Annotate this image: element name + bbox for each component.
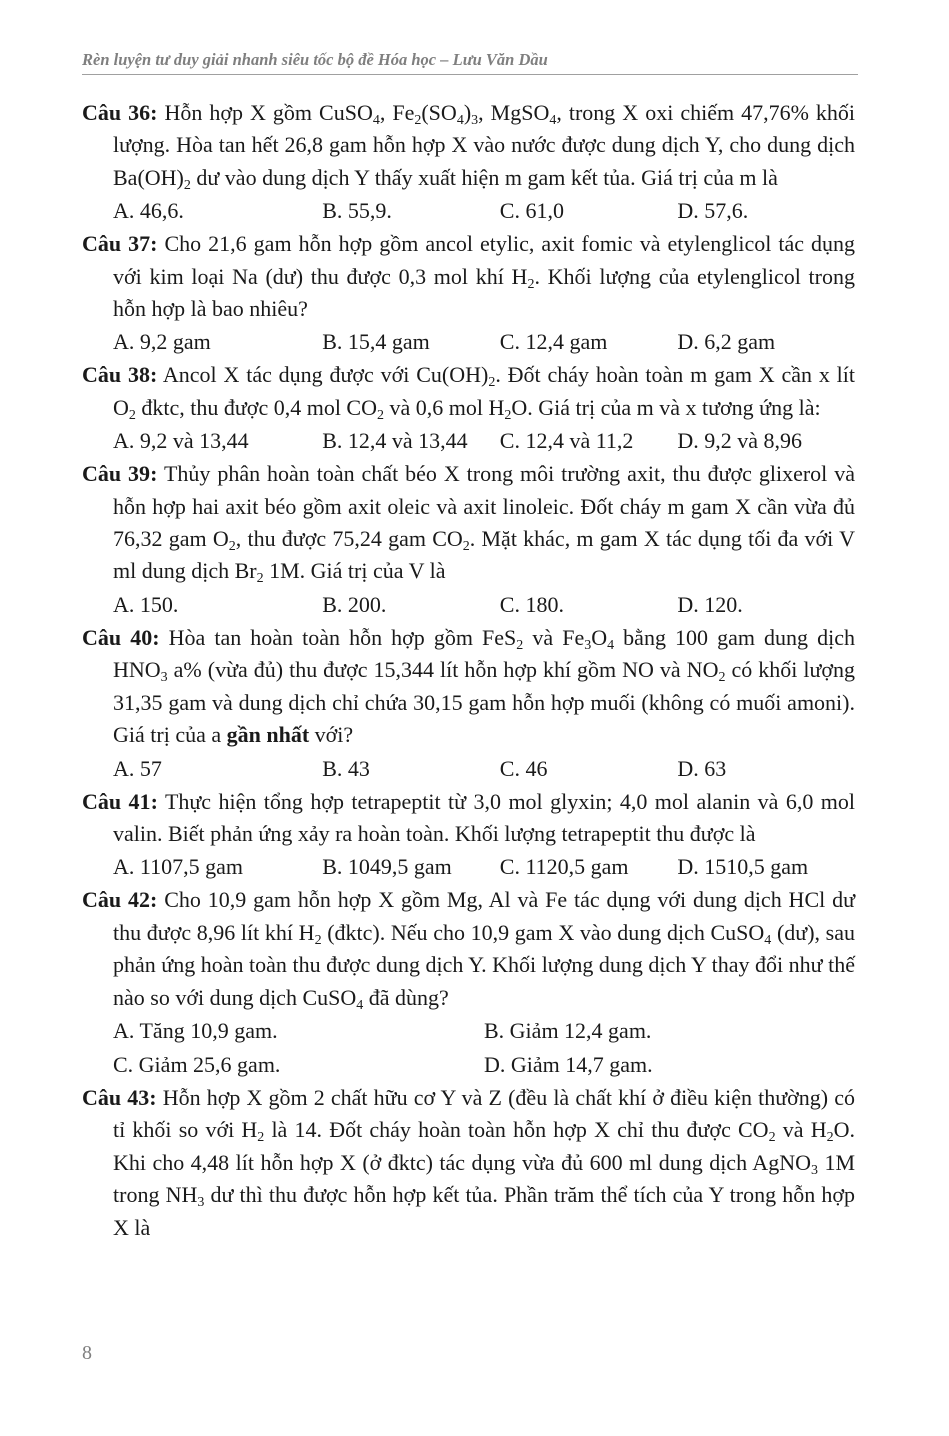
answer-option: A. 9,2 gam (113, 329, 211, 355)
question-41-text: Câu 41: Thực hiện tổng hợp tetrapeptit từ 3,0 mol glyxin; 4,0 mol alanin và 6,0 mol valin. Biết phản ứng xảy ra hoàn toàn. Khối lượng tetrapeptit thu được là (82, 788, 856, 846)
question-37-text: Câu 37: Cho 21,6 gam hỗn hợp gồm ancol etylic, axit fomic và etylenglicol tác dụng với kim loại Na (dư) thu được 0,3 mol khí $H_2$. Khối lượng của etylenglicol trong hỗn hợp là bao nhiêu? (82, 231, 856, 322)
question-39-label: Câu 39: (82, 461, 158, 487)
answer-option: B. 15,4 gam (322, 329, 430, 355)
question-37-label: Câu 37: (82, 231, 158, 257)
answer-option: D. 63 (677, 755, 727, 781)
answer-option: C. 61,0 (499, 198, 564, 224)
answer-option: D. Giảm 14,7 gam. (484, 1051, 653, 1077)
question-list (82, 97, 855, 1244)
question-40 (82, 622, 855, 786)
answer-option: C. 180. (499, 591, 564, 617)
answer-option: D. 1510,5 gam (677, 854, 809, 880)
question-43-label: Câu 43: (82, 1084, 157, 1110)
answer-option: D. 120. (677, 591, 743, 617)
question-37-answers (82, 325, 855, 359)
answer-option: B. 43 (322, 755, 370, 781)
question-41 (82, 786, 855, 885)
answer-option: C. Giảm 25,6 gam. (113, 1051, 281, 1077)
question-37 (82, 228, 855, 359)
question-38-answers (82, 424, 855, 458)
question-42-text: Câu 42: Cho 10,9 gam hỗn hợp X gồm Mg, Al và Fe tác dụng với dung dịch HCl dư thu được 8,96 lít khí $H_2$ (đktc). Nếu cho 10,9 gam X vào dung dịch CuSO$_4$ (dư), sau phản ứng hoàn toàn thu được dung dịch Y. Khối lượng dung dịch Y thay đổi như thế nào so với dung dịch CuSO$_4$ đã dùng? (82, 887, 856, 1013)
question-38 (82, 359, 855, 458)
question-36-text: Câu 36: Hỗn hợp X gồm CuSO$_4$, $Fe_2(SO_4)_3$, MgSO$_4$, trong X oxi chiếm 47,76% khối lượng. Hòa tan hết 26,8 gam hỗn hợp X vào nước được dung dịch Y, cho dung dịch $Ba(OH)_2$ dư vào dung dịch Y thấy xuất hiện m gam kết tủa. Giá trị của m là (82, 100, 856, 193)
question-39-text: Câu 39: Thủy phân hoàn toàn chất béo X trong môi trường axit, thu được glixerol và hỗn hợp hai axit béo gồm axit oleic và axit linoleic. Đốt cháy m gam X cần vừa đủ 76,32 gam $O_2$, thu được 75,24 gam $CO_2$. Mặt khác, m gam X tác dụng tối đa với V ml dung dịch $Br_2$ 1M. Giá trị của V là (82, 461, 856, 587)
question-40-answers (82, 752, 855, 786)
answer-option: D. 6,2 gam (677, 329, 776, 355)
question-43-text: Câu 43: Hỗn hợp X gồm 2 chất hữu cơ Y và Z (đều là chất khí ở điều kiện thường) có tỉ khối so với $H_2$ là 14. Đốt cháy hoàn toàn hỗn hợp X chỉ thu được $CO_2$ và $H_2O$. Khi cho 4,48 lít hỗn hợp X (ở đktc) tác dụng vừa đủ 600 ml dung dịch AgNO$_3$ 1M trong $NH_3$ dư thì thu được hỗn hợp kết tủa. Phần trăm thể tích của Y trong hỗn hợp X là (82, 1084, 856, 1240)
question-42-answers-row-1 (82, 1014, 855, 1048)
answer-option: C. 12,4 gam (499, 329, 608, 355)
header-divider (82, 74, 858, 75)
question-36-label: Câu 36: (82, 100, 158, 125)
answer-option: A. 46,6. (113, 198, 184, 224)
answer-option: A. 1107,5 gam (113, 854, 243, 880)
answer-option: B. Giảm 12,4 gam. (484, 1017, 652, 1043)
answer-option: D. 57,6. (677, 198, 749, 224)
answer-option: A. 150. (113, 591, 179, 617)
answer-option: B. 12,4 và 13,44 (322, 428, 468, 454)
question-42-answers-row-2 (82, 1048, 855, 1082)
answer-option: A. 9,2 và 13,44 (113, 428, 249, 454)
running-header: Rèn luyện tư duy giải nhanh siêu tốc bộ đề Hóa học – Lưu Văn Dầu (82, 50, 548, 69)
question-38-text: Câu 38: Ancol X tác dụng được với $Cu(OH)_2$. Đốt cháy hoàn toàn m gam X cần x lít $O_2$ đktc, thu được 0,4 mol $CO_2$ và 0,6 mol $H_2O$. Giá trị của m và x tương ứng là: (82, 362, 855, 423)
answer-option: D. 9,2 và 8,96 (677, 428, 803, 454)
question-36 (82, 97, 855, 228)
question-41-label: Câu 41: (82, 788, 158, 814)
page-number: 8 (82, 1342, 92, 1364)
question-39-answers (82, 588, 855, 622)
question-36-answers (82, 194, 855, 228)
answer-option: B. 200. (322, 591, 387, 617)
answer-option: C. 12,4 và 11,2 (499, 428, 634, 454)
answer-option: A. 57 (113, 755, 162, 781)
question-42-label: Câu 42: (82, 887, 158, 913)
question-42 (82, 884, 855, 1082)
question-41-answers (82, 850, 855, 884)
question-40-text: Câu 40: Hòa tan hoàn toàn hỗn hợp gồm FeS$_2$ và $Fe_3O_4$ bằng 100 gam dung dịch $HNO_3$ a% (vừa đủ) thu được 15,344 lít hỗn hợp khí gồm NO và $NO_2$ có khối lượng 31,35 gam và dung dịch chỉ chứa 30,15 gam hỗn hợp muối (không có muối amoni). Giá trị của a gần nhất với? (82, 624, 856, 748)
question-43 (82, 1082, 855, 1244)
emphasis-text: gần nhất (226, 722, 310, 748)
answer-option: B. 1049,5 gam (322, 854, 452, 880)
question-40-label: Câu 40: (82, 624, 160, 650)
answer-option: B. 55,9. (322, 198, 392, 224)
question-39 (82, 458, 855, 622)
answer-option: C. 1120,5 gam (499, 854, 629, 880)
question-38-label: Câu 38: (82, 362, 158, 388)
answer-option: C. 46 (499, 755, 548, 781)
answer-option: A. Tăng 10,9 gam. (113, 1017, 278, 1043)
